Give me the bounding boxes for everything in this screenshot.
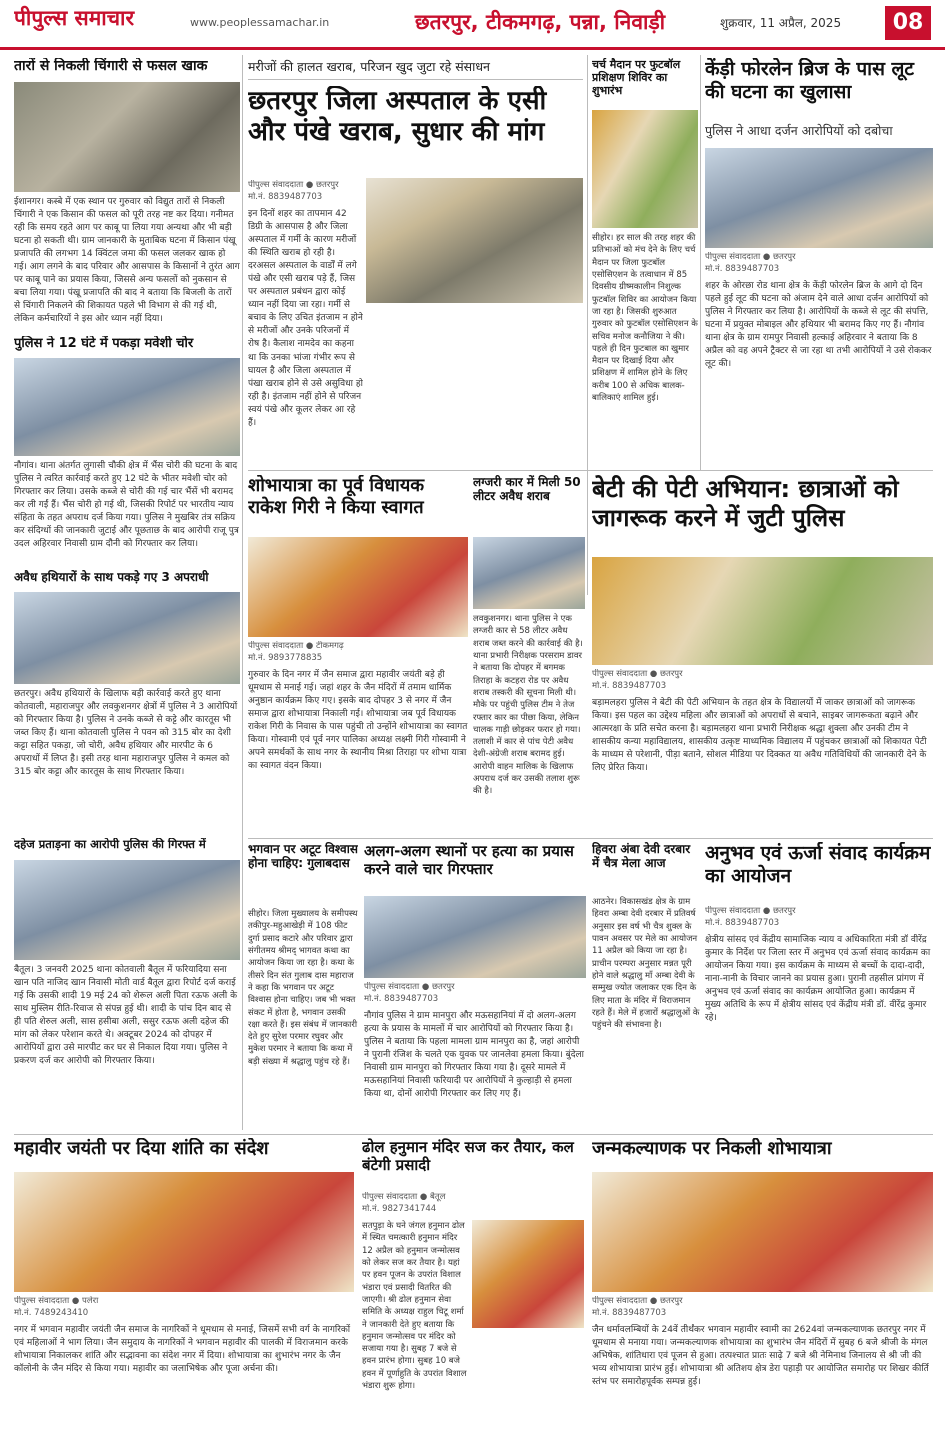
- article-hospital-ac: [248, 58, 583, 433]
- byline: पीपुल्स संवाददाता ● छतरपुर: [248, 180, 339, 190]
- headline: भगवान पर अटूट विश्वास होना चाहिए: गुलाबदास: [248, 842, 358, 871]
- photo-procession: [248, 537, 468, 637]
- article-body: आठनेर। विकासखंड क्षेत्र के ग्राम हिवरा अम्बा देवी दरबार में प्रतिवर्ष अनुसार इस वर्ष भी चैत्र शुक्ल के पावन अवसर पर मेले का आयोजन 11 अप्रैल को किया जा रहा है। प्राचीन परम्परा अनुसार मन्नत पूरी होने वाले श्रद्धालु माँ अम्बा देवी के सम्मुख ज्योत जलाकर एक दिन के लिए माता के मंदिर में विराजमान रहते हैं। मेले में हजारों श्रद्धालुओं के पहुंचने की संभावना है।: [592, 897, 700, 1031]
- headline: हिवरा अंबा देवी दरबार में चैत्र मेला आज: [592, 842, 691, 871]
- article-body: बड़ामलहरा पुलिस ने बेटी की पेटी अभियान के तहत क्षेत्र के विद्यालयों में जाकर छात्राओं को जागरूक किया। इस पहल का उद्देश्य महिला और छात्राओं को अपराधों से बचाने, साइबर जागरूकता बढ़ाने और आत्मरक्षा के प्रति सचेत करना है। बड़ामलहरा थाना प्रभारी निरीक्षक श्रद्धा शुक्ला और उनकी टीम ने शासकीय कन्या महाविद्यालय, शासकीय उत्कृष्ट माध्यमिक विद्यालय में पहुंचकर छात्राओं को शिकायत पेटी के माध्यम से परेशानी, पीड़ा बताने, सोशल मीडिया पर दिक्कत या अवैध गतिविधियों की जानकारी देने के लिए प्रेरित किया।: [592, 698, 927, 774]
- article-body: नौगांव पुलिस ने ग्राम मानपुरा और मऊसहानियां में दो अलग-अलग हत्या के प्रयास के मामलों में चार आरोपियों को गिरफ्तार किया है। पुलिस ने बताया कि पहला मामला ग्राम मानपुरा का है, जहां आरोपी ने पुरानी रंजिश के चलते एक युवक पर जानलेवा हमला किया। बुंदेला निवासी ग्राम मानपुरा को गिरफ्तार किया गया है। दूसरे मामले में मऊसहानियां निवासी फरियादी पर आरोपियों ने कुल्हाड़ी से हमला किया था, दोनों आरोपी गिरफ्तार कर लिए गए हैं।: [364, 1011, 584, 1100]
- section-divider: [248, 470, 933, 471]
- byline: पीपुल्स संवाददाता ● छतरपुर: [705, 252, 796, 262]
- headline: ढोल हनुमान मंदिर सज कर तैयार, कल बंटेगी प्रसादी: [362, 1138, 574, 1174]
- article-body: क्षेत्रीय सांसद एवं केंद्रीय सामाजिक न्याय व अधिकारिता मंत्री डॉ वीरेंद्र कुमार के निर्देश पर जिला स्तर में अनुभव एवं ऊर्जा संवाद कार्यक्रम का आयोजन किया गया। इस कार्यक्रम के माध्यम से बच्चों के दादा-दादी, नाना-नानी के विचार जानने का प्रयास हुआ। पुरानी तहसील प्रांगण में अनुभव एवं ऊर्जा संवाद का कार्यक्रम आयोजित हुआ। कार्यक्रम में मुख्य अतिथि के रूप में क्षेत्रीय सांसद एवं केंद्रीय मंत्री डॉ. वीरेंद्र कुमार रहे।: [705, 935, 931, 1024]
- article-dowry-accused: [14, 838, 240, 1130]
- headline: दहेज प्रताड़ना का आरोपी पुलिस की गिरफ्त में: [14, 838, 206, 851]
- column-divider: [700, 55, 701, 470]
- article-body: नौगांव। थाना अंतर्गत लुगासी चौकी क्षेत्र में भैंस चोरी की घटना के बाद पुलिस ने त्वरित कार्रवाई करते हुए 12 घंटे के भीतर मवेशी चोर को गिरफ्तार कर लिया। उसके कब्जे से चोरी की गई चार भैंसें भी बरामद कर ली गईं हैं। भैंस चोरी हो गई थी, जिसकी रिपोर्ट पर भारतीय न्याय संहिता के तहत अपराध दर्ज किया गया। पुलिस ने मुखबिर तंत्र सक्रिय कर संदिग्धों की जानकारी जुटाई और पूछताछ के बाद आरोपी राजू पुत्र उदल अहिरवार निवासी ग्राम दौनी को गिरफ्तार कर लिया।: [14, 461, 239, 550]
- kicker: मरीजों की हालत खराब, परिजन खुद जुटा रहे संसाधन: [248, 58, 583, 80]
- article-gulabdas: [248, 842, 358, 1130]
- headline: चर्च मैदान पर फुटबॉल प्रशिक्षण शिविर का शुभारंभ: [592, 58, 681, 98]
- section-divider: [248, 838, 933, 839]
- article-robbery-solved: [705, 58, 933, 468]
- article-body: ईशानगर। कस्बे में एक स्थान पर गुरुवार को विद्युत तारों से निकली चिंगारी ने एक किसान की फसल को पूरी तरह नष्ट कर दिया। गनीमत रही कि समय रहते आग पर काबू पा लिया गया अन्यथा और भी बड़ी घटना हो सकती थी। ग्राम जानकारी के मुताबिक घटना में किसान पंखू प्रजापति की लगभग 14 क्विंटल जमा की फसल जलकर खाक हो गई। आग लगने के बाद परिवार और आसपास के किसानों ने तुरंत आग पर काबू पाने का प्रयास किया, जिससे अन्य फसलों को नुकसान से बचा लिया गया। पंखू प्रजापति की बाद ने बताया कि बिजली के तारों से चिंगारी निकलने की शिकायत पहले भी विभाग से की गई थी, लेकिन कर्मचारियों ने इस ओर ध्यान नहीं दिया।: [14, 197, 240, 325]
- section-divider: [14, 1134, 933, 1135]
- byline: पीपुल्स संवाददाता ● पलेरा: [14, 1296, 99, 1306]
- photo-shobhayatra: [592, 1172, 933, 1292]
- photo-arrested-men: [14, 592, 240, 684]
- article-body: जैन धर्मावलम्बियों के 24वें तीर्थंकर भगवान महावीर स्वामी का 2624वां जन्मकल्याणक छतरपुर नगर में धूमधाम से मनाया गया। जन्मकल्याणक शोभायात्रा का शुभारंभ जैन मंदिरों में सुबह 6 बजे श्रीजी के मंगल अभिषेक, शांतिधारा एवं पूजन से हुआ। तत्पश्चात प्रातः साढ़े 7 बजे श्री नेमिनाथ जिनालय से श्री जी की भव्य शोभायात्रा प्रारंभ हुई। शोभायात्रा श्री अतिशय क्षेत्र डेरा पहाड़ी पर आयोजित समारोह पर शिखर कीर्ति स्तंभ पर समारोहपूर्वक सम्पन्न हुई।: [592, 1325, 929, 1388]
- article-illegal-arms: [14, 570, 240, 835]
- article-body: सतपुड़ा के घने जंगल हनुमान ढोल में स्थित चमत्कारी हनुमान मंदिर 12 अप्रैल को हनुमान जन्मोत्सव को लेकर सज कर तैयार है। यहां पर हवन पूजन के उपरांत विशाल भंडारा एवं प्रसादी वितरित की जाएगी। श्री ढोल हनुमान सेवा समिति के अध्यक्ष राहुल चिटू शर्मा ने जानकारी देते हुए बताया कि हनुमान जन्मोत्सव पर मंदिर को सजाया गया है। सुबह 7 बजे से हवन प्रारंभ होगा। सुबह 10 बजे हवन में पूर्णाहुति के उपरांत विशाल भंडारा शुरू होगा।: [362, 1221, 467, 1392]
- article-cattle-thief: [14, 336, 240, 566]
- photo-seized-liquor: [473, 537, 585, 609]
- website-url[interactable]: www.peoplessamachar.in: [190, 16, 330, 29]
- headline: जन्मकल्याणक पर निकली शोभायात्रा: [592, 1138, 832, 1159]
- headline: शोभायात्रा का पूर्व विधायक राकेश गिरी ने किया स्वागत: [248, 475, 425, 518]
- article-football-camp: [592, 58, 698, 468]
- mobile-number: मो.नं. 8839487703: [705, 264, 780, 274]
- mobile-number: मो.नं. 9893778835: [248, 653, 323, 663]
- photo-hanuman-idol: [472, 1220, 584, 1328]
- photo-football-kids: [592, 110, 698, 228]
- photo-hospital-ward: [366, 178, 583, 303]
- photo-burnt-field: [14, 82, 240, 192]
- mobile-number: मो.नं. 8839487703: [705, 918, 780, 928]
- mobile-number: मो.नं. 8839487703: [364, 994, 439, 1004]
- headline: पुलिस ने 12 घंटे में पकड़ा मवेशी चोर: [14, 336, 194, 351]
- byline: पीपुल्स संवाददाता ● छतरपुर: [592, 669, 683, 679]
- article-body: इन दिनों शहर का तापमान 42 डिग्री के आसपास है और जिला अस्पताल में गर्मी के कारण मरीजों की स्थिति खराब हो रही है। दरअसल अस्पताल के वार्डों में लगे पंखे और एसी खराब पड़े हैं, जिस पर अस्पताल प्रबंधन द्वारा कोई ध्यान नहीं दिया जा रहा। गर्मी से बचाव के लिए उचित इंतजाम न होने से मरीजों और उनके परिजनों में रोष है। कैलाश नामदेव का कहना था कि उनका भांजा गंभीर रूप से घायल है और जिला अस्पताल में पंखा खराब होने से उसे असुविधा हो रही है। इंतजाम नहीं होने से परिजन स्वयं पंखे और कूलर लेकर आ रहे हैं।: [248, 209, 363, 428]
- byline: पीपुल्स संवाददाता ● टीकमगढ़: [248, 641, 344, 651]
- article-crop-fire: [14, 58, 240, 333]
- article-body: सीहोर। हर साल की तरह शहर की प्रतिभाओं को मंच देने के लिए चर्च मैदान पर जिला फुटबॉल एसोसिएशन के तत्वाधान में 85 दिवसीय ग्रीष्मकालीन निशुल्क फुटबॉल शिविर का आयोजन किया जा रहा है। जिसकी शुरुआत गुरुवार को फुटबॉल एसोसिएशन के सचिव मनोज कनौजिया ने की। पहले ही दिन फुटबाल का खुमार मैदान पर दिखाई दिया और प्रशिक्षण में शामिल होने के लिए करीब 100 से अधिक बालक-बालिकाएं शामिल हुई।: [592, 233, 698, 404]
- mobile-number: मो.नं. 8839487703: [592, 681, 667, 691]
- article-body: बैतूल। 3 जनवरी 2025 थाना कोतवाली बैतूल में फरियादिया सना खान पति नाजिद खान निवासी मोती वार्ड बैतूल द्वारा रिपोर्ट दर्ज कराई गई कि उसकी शादी 19 मई 24 को शेरूल अली पिता रऊफ अली के साथ मुस्लिम रीति-रिवाज से संपन्न हुई थी। शादी के पांच दिन बाद से ही पति शेरुल अली, सास हसीबा अली, ससुर रऊफ अली दहेज की मांग को लेकर परेशान करते थे। अक्टूबर 2024 को दोपहर में आरोपियों द्वारा उसे मारपीट कर घर से निकाल दिया गया। पुलिस ने प्रकरण दर्ज कर आरोपी को गिरफ्तार किया।: [14, 965, 238, 1067]
- article-procession-welcome: [248, 475, 468, 835]
- byline: पीपुल्स संवाददाता ● छतरपुर: [592, 1296, 683, 1306]
- article-liquor-seized: [473, 475, 585, 835]
- photo-police-team: [14, 358, 240, 456]
- headline: लग्जरी कार में मिली 50 लीटर अवैध शराब: [473, 475, 581, 504]
- region-title: छतरपुर, टीकमगढ़, पन्ना, निवाड़ी: [414, 10, 666, 34]
- headline: तारों से निकली चिंगारी से फसल खाक: [14, 58, 208, 74]
- headline: छतरपुर जिला अस्पताल के एसी और पंखे खराब, सुधार की मांग: [248, 86, 547, 148]
- column-divider: [242, 55, 243, 1130]
- article-body: शहर के ओरछा रोड थाना क्षेत्र के केंड़ी फोरलेन ब्रिज के आगे दो दिन पहले हुई लूट की घटना को अंजाम देने वाले आधा दर्जन आरोपियों को पुलिस ने गिरफ्तार कर लिया है। आरोपियों के कब्जे से लूट की संपत्ति, घटना में प्रयुक्त मोबाइल और हथियार भी बरामद किए गए हैं। नौगांव थाना क्षेत्र के ग्राम रामपुर निवासी हल्काई अहिरवार ने बताया कि 8 अप्रैल को वह अपने ट्रैक्टर से जा रहा था तभी आरोपियों ने उसे रोककर लूट की।: [705, 281, 932, 370]
- article-janmakalyanak: [592, 1138, 933, 1438]
- article-beti-ki-peti: [592, 475, 933, 835]
- article-body: गुरुवार के दिन नगर में जैन समाज द्वारा महावीर जयंती बड़े ही धूमधाम से मनाई गई। जहां शहर के जैन मंदिरों में तमाम धार्मिक अनुष्ठान कार्यक्रम किए गए। इसके बाद दोपहर 3 से नगर में जैन समाज द्वारा शोभायात्रा निकाली गई। शोभायात्रा जब पूर्व विधायक राकेश गिरी के निवास के पास पहुंची तो उन्होंने शोभायात्रा का स्वागत किया। गोस्वामी एवं पूर्व नगर पालिका अध्यक्ष लक्ष्मी गिरी गोस्वामी ने अपने समर्थकों के साथ नगर के स्थानीय मिश्रा तिराहा पर शोभा यात्रा का स्वागत वंदन किया।: [248, 670, 468, 772]
- byline: पीपुल्स संवाददाता ● बैतूल: [362, 1192, 446, 1202]
- page-number: 08: [885, 6, 931, 40]
- mobile-number: मो.नं. 8839487703: [248, 192, 323, 202]
- photo-police-accused-group: [705, 148, 933, 248]
- article-body: नगर में भगवान महावीर जयंती जैन समाज के नागरिकों ने धूमधाम से मनाई, जिसमें सभी वर्ग के नागरिकों एवं महिलाओं ने भाग लिया। जैन समुदाय के नागरिकों ने भगवान महावीर की पालकी में विराजमान करके शोभायात्रा निकालकर शांति और सद्भावना का संदेश नगर में दिया। शोभायात्रा का शुभारंभ नगर के जैन कॉलोनी के जैन मंदिर से किया गया। महावीर का जलाभिषेक और पूजा अर्चना की।: [14, 1325, 351, 1375]
- masthead: [0, 0, 945, 50]
- headline: अवैध हथियारों के साथ पकड़े गए 3 अपराधी: [14, 570, 209, 584]
- headline: अलग-अलग स्थानों पर हत्या का प्रयास करने वाले चार गिरफ्तार: [364, 842, 574, 878]
- photo-jain-procession: [14, 1172, 354, 1292]
- photo-police-arrested-four: [364, 896, 586, 978]
- mobile-number: मो.नं. 7489243410: [14, 1308, 89, 1318]
- article-body: लवकुशनगर। थाना पुलिस ने एक लग्जरी कार से 58 लीटर अवैध शराब जब्त करने की कार्रवाई की है। थाना प्रभारी निरीक्षक परसराम डावर ने बताया कि दोपहर में बगमक तिराहा के कटहरा रोड पर अवैध शराब तस्करी की सूचना मिली थी। मौके पर पहुंची पुलिस टीम ने तेज रफ्तार कार का पीछा किया, लेकिन चालक गाड़ी छोड़कर फरार हो गया। तलाशी में कार से पांच पेटी अवैध देशी-अंग्रेजी शराब बरामद हुई। आरोपी वाहन मालिक के खिलाफ अपराध दर्ज कर उसकी तलाश शुरू की है।: [473, 614, 583, 797]
- newspaper-logo: पीपुल्स समाचार: [14, 6, 135, 30]
- headline: बेटी की पेटी अभियान: छात्राओं को जागरूक करने में जुटी पुलिस: [592, 475, 899, 532]
- byline: पीपुल्स संवाददाता ● छतरपुर: [705, 906, 796, 916]
- article-dhol-hanuman: [362, 1138, 584, 1438]
- article-anubhav-samvad: [705, 842, 933, 1130]
- article-murder-attempt: [364, 842, 586, 1130]
- photo-students-police: [592, 557, 933, 665]
- mobile-number: मो.नं. 8839487703: [592, 1308, 667, 1318]
- photo-police-accused: [14, 860, 240, 960]
- article-mahavir-jayanti: [14, 1138, 354, 1438]
- subheadline: पुलिस ने आधा दर्जन आरोपियों को दबोचा: [705, 123, 893, 138]
- article-body: छतरपुर। अवैध हथियारों के खिलाफ बड़ी कार्रवाई करते हुए थाना कोतवाली, महाराजपुर और लवकुशनगर क्षेत्रों में पुलिस ने 3 आरोपियों को गिरफ्तार किया है। पुलिस ने उनके कब्जे से कट्टे और कारतूस भी जब्त किए हैं। थाना कोतवाली पुलिस ने पवन को 315 बोर का देशी कट्टा सहित पकड़ा, जो चोरी, अवैध हथियार और मारपीट के 6 अपराधों में लिप्त है। इसी तरह थाना महाराजपुर पुलिस ने कमल को 315 बोर कट्टा और कारतूस के साथ गिरफ्तार किया।: [14, 689, 238, 778]
- byline: पीपुल्स संवाददाता ● छतरपुर: [364, 982, 455, 992]
- headline: केंड़ी फोरलेन ब्रिज के पास लूट की घटना का खुलासा: [705, 58, 914, 103]
- headline: अनुभव एवं ऊर्जा संवाद कार्यक्रम का आयोजन: [705, 842, 931, 887]
- issue-date: शुक्रवार, 11 अप्रैल, 2025: [720, 16, 842, 30]
- column-divider: [587, 55, 588, 595]
- article-hivra-mela: [592, 842, 700, 1130]
- headline: महावीर जयंती पर दिया शांति का संदेश: [14, 1138, 269, 1159]
- article-body: सीहोर। जिला मुख्यालय के समीपस्थ तकीपुर-महुआखेड़ी में 108 फीट दुर्गा प्रसाद कटारे और परिवार द्वारा संगीतमय श्रीमद् भागवत कथा का आयोजन किया जा रहा है। कथा के तीसरे दिन संत गुलाब दास महाराज ने कहा कि भगवान पर अटूट विश्वास होना चाहिए। जब भी भक्त संकट में होता है, भगवान उसकी रक्षा करते हैं। इस संबंध में जानकारी देते हुए सुरेश परमार रघुवर और मुकेश परमार ने बताया कि कथा में बड़ी संख्या में श्रद्धालु पहुंच रहे हैं।: [248, 909, 358, 1067]
- mobile-number: मो.नं. 9827341744: [362, 1204, 437, 1214]
